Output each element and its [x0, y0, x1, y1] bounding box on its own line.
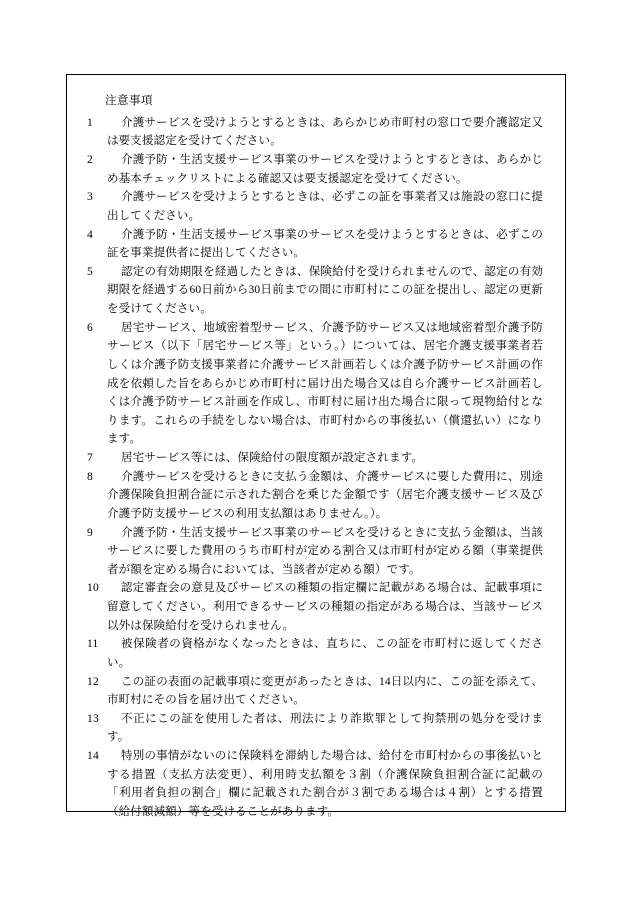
- notice-item-number: 6: [87, 321, 93, 334]
- notice-item: [87, 263, 543, 319]
- notice-item: [87, 468, 543, 524]
- notice-item: [87, 579, 543, 635]
- notice-item-text: 居宅サービス等には、保険給付の限度額が設定されます。: [121, 452, 423, 465]
- notice-item-text: 介護サービスを受けようとするときは、あらかじめ市町村の窓口で要介護認定又は要支援認定を受けてください。: [107, 116, 543, 148]
- notice-item-number: 8: [87, 470, 93, 483]
- notice-item-number: 1: [87, 116, 93, 129]
- notice-item: [87, 635, 543, 672]
- notice-item: [87, 747, 543, 822]
- notice-item-text: 介護予防・生活支援サービス事業のサービスを受けるときに支払う金額は、当該サービスに要した費用のうち市町村が定める割合又は市町村が定める額（事業提供者が額を定める場合においては、当該者が定める額）です。: [107, 526, 543, 576]
- notice-item: [87, 226, 543, 263]
- notice-item-text: 認定審査会の意見及びサービスの種類の指定欄に記載がある場合は、記載事項に留意してください。利用できるサービスの種類の指定がある場合は、当該サービス以外は保険給付を受けられません。: [107, 582, 543, 632]
- notice-item-number: 11: [87, 638, 99, 651]
- notice-item: [87, 524, 543, 580]
- notice-item-text: 居宅サービス、地域密着型サービス、介護予防サービス又は地域密着型介護予防サービス（以下「居宅サービス等」という。）については、居宅介護支援事業者若しくは介護予防支援事業者に介護サービス計画若しくは介護予防サービス計画の作成を依頼した旨をあらかじめ市町村に届け出た場合又は自ら介護サービス計画若しくは介護予防サービス計画を作成し、市町村に届け出た場合に限って現物給付となります。これらの手続をしない場合は、市町村からの事後払い（償還払い）になります。: [107, 321, 543, 446]
- notice-item-number: 10: [87, 582, 99, 595]
- notice-item: [87, 449, 543, 468]
- notice-item-number: 14: [87, 750, 99, 763]
- notice-item-text: 特別の事情がないのに保険料を滞納した場合は、給付を市町村からの事後払いとする措置（支払方法変更）、利用時支払額を３割（介護保険負担割合証に記載の「利用者負担の割合」欄に記載された割合が３割である場合は４割）とする措置（給付額減額）等を受けることがあります。: [107, 750, 543, 818]
- notice-item-text: 介護サービスを受けるときに支払う金額は、介護サービスに要した費用に、別途介護保険負担割合証に示された割合を乗じた金額です（居宅介護支援サービス及び介護予防支援サービスの利用支払額はありません。）。: [107, 470, 543, 520]
- notice-item-number: 12: [87, 675, 99, 688]
- notice-item: [87, 673, 543, 710]
- notice-item-text: 不正にこの証を使用した者は、刑法により詐欺罪として拘禁刑の処分を受けます。: [107, 712, 543, 744]
- notice-document-box: [66, 74, 566, 818]
- notice-item: [87, 114, 543, 151]
- notice-item-text: 認定の有効期限を経過したときは、保険給付を受けられませんので、認定の有効期限を経過する60日前から30日前までの間に市町村にこの証を提出し、認定の更新を受けてください。: [107, 265, 543, 316]
- notice-item: [87, 151, 543, 188]
- notice-item-text: 介護予防・生活支援サービス事業のサービスを受けようとするときは、必ずこの証を事業提供者に提出してください。: [107, 228, 543, 260]
- notice-item-number: 9: [87, 526, 93, 539]
- notice-item-number: 7: [87, 452, 93, 465]
- notice-item-text: 介護予防・生活支援サービス事業のサービスを受けようとするときは、あらかじめ基本チェックリストによる確認又は要支援認定を受けてください。: [107, 154, 543, 185]
- notice-item: [87, 319, 543, 449]
- notice-item-number: 3: [87, 191, 93, 204]
- notice-item: [87, 188, 543, 225]
- notice-item-text: 被保険者の資格がなくなったときは、直ちに、この証を市町村に返してください。: [107, 638, 543, 669]
- notice-item-number: 4: [87, 228, 93, 241]
- notice-items-list: [87, 114, 543, 822]
- notice-item: [87, 710, 543, 747]
- notice-item-text: 介護サービスを受けようとするときは、必ずこの証を事業者又は施設の窓口に提出してください。: [107, 191, 543, 222]
- notice-item-text: この証の表面の記載事項に変更があったときは、14日以内に、この証を添えて、市町村にその旨を届け出てください。: [107, 675, 543, 707]
- notice-item-number: 2: [87, 154, 93, 167]
- notice-item-number: 13: [87, 712, 99, 725]
- page-title: 注意事項: [105, 95, 153, 107]
- notice-item-number: 5: [87, 265, 93, 278]
